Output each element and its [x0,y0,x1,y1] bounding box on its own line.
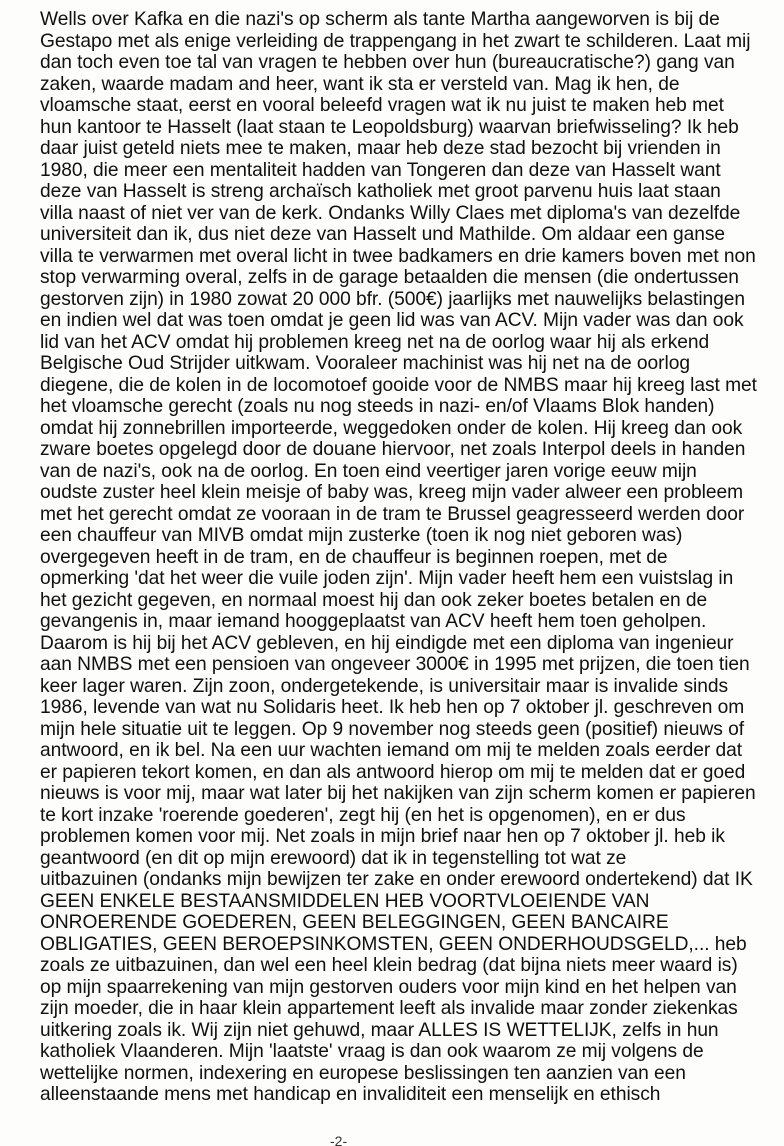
text-line: opmerking 'dat het weer die vuile joden zijn'. Mijn vader heeft hem een vuistslag in [40,568,734,589]
text-line: universiteit dan ik, dus niet deze van Hasselt und Mathilde. Om aldaar een ganse [40,224,726,245]
text-line: hun kantoor te Hasselt (laat staan te Leopoldsburg) waarvan briefwisseling? Ik heb [40,116,739,138]
text-line: diegene, die de kolen in de locomotoef gooide voor de NMBS maar hij kreeg last met [40,374,757,396]
text-line: overgegeven heeft in de tram, en de chauffeur is beginnen roepen, met de [40,546,668,568]
text-line: van de nazi's, ook na de oorlog. En toen eind veertiger jaren vorige eeuw mijn [40,460,697,482]
text-line: het gezicht gegeven, en normaal moest hij dan ook zeker boetes betalen en de [40,589,708,611]
text-line: een chauffeur van MIVB omdat mijn zusterke (toen ik nog niet geboren was) [40,525,683,546]
text-line: uitbazuinen (ondanks mijn bewijzen ter zake en onder erewoord ondertekend) dat IK [40,869,753,890]
text-line: GEEN ENKELE BESTAANSMIDDELEN HEB VOORTVLOEIENDE VAN [40,890,650,912]
text-line: villa naast of niet ver van de kerk. Ondanks Willy Claes met diploma's van dezelfde [40,202,741,224]
text-line: geantwoord (en dit op mijn erewoord) dat ik in tegenstelling tot wat ze [40,847,627,869]
text-line: aan NMBS met een pensioen van ongeveer 3000€ in 1995 met prijzen, die toen tien [40,654,750,675]
text-line: het vloamsche gerecht (zoals nu nog steeds in nazi- en/of Vlaams Blok handen) [40,396,715,417]
text-line: Belgische Oud Strijder uitkwam. Vooraleer machinist was hij net na de oorlog [40,353,690,374]
text-line: dan toch even toe tal van vragen te hebben over hun (bureaucratische?) gang van [40,52,735,73]
page-number: -2- [330,1133,348,1146]
text-line: Wells over Kafka en die nazi's op scherm als tante Martha aangeworven is bij de [40,9,720,30]
text-line: op mijn spaarrekening van mijn gestorven ouders voor mijn kind en het helpen van [40,976,737,998]
text-line: omdat hij zonnebrillen importeerde, weggedoken onder de kolen. Hij kreeg dan ook [40,417,743,439]
text-line: ONROERENDE GOEDEREN, GEEN BELEGGINGEN, GEEN BANCAIRE [40,912,669,933]
text-line: 1986, levende van wat nu Solidaris heet. Ik heb hen op 7 oktober jl. geschreven om [40,697,745,718]
text-line: uitkering zoals ik. Wij zijn niet gehuwd, maar ALLES IS WETTELIJK, zelfs in hun [40,1019,719,1041]
text-line: wettelijke normen, indexering en europese beslissingen ten aanzien van een [40,1062,686,1084]
text-line: problemen komen voor mij. Net zoals in mijn brief naar hen op 7 oktober jl. heb ik [40,826,725,847]
text-line: zware boetes opgelegd door de douane hiervoor, net zoals Interpol deels in handen [40,439,746,460]
text-line: mijn hele situatie uit te leggen. Op 9 november nog steeds geen (positief) nieuws of [40,718,745,740]
letter-body-text [40,9,784,1106]
text-line: keer lager waren. Zijn zoon, ondergetekende, is universitair maar is invalide sinds [40,675,729,697]
text-line: deze van Hasselt is streng archaïsch katholiek met groot parvenu huis laat staan [40,181,721,202]
text-line: stop verwarming overal, zelfs in de garage betaalden die mensen (die ondertussen [40,267,739,288]
text-line: zoals ze uitbazuinen, dan wel een heel klein bedrag (dat bijna niets meer waard is) [40,955,738,976]
text-line: katholiek Vlaanderen. Mijn 'laatste' vraag is dan ook waarom ze mij volgens de [40,1041,704,1062]
text-line: Gestapo met als enige verleiding de trappengang in het zwart te schilderen. Laat mij [40,30,751,52]
text-line: oudste zuster heel klein meisje of baby was, kreeg mijn vader alweer een probleem [40,482,744,503]
text-line: en indien wel dat was toen omdat je geen lid was van ACV. Mijn vader was dan ook [40,310,744,331]
text-line: te kort inzake 'roerende goederen', zegt hij (en het is opgenomen), en er dus [40,804,686,826]
text-line: zaken, waarde madam and heer, want ik sta er versteld van. Mag ik hen, de [40,73,680,95]
text-line: antwoord, en ik bel. Na een uur wachten iemand om mij te melden zoals eerder dat [40,740,743,761]
text-line: er papieren tekort komen, en dan als antwoord hierop om mij te melden dat er goed [40,761,746,783]
text-line: alleenstaande mens met handicap en invaliditeit een menselijk en ethisch [40,1084,661,1105]
text-line: daar juist geteld niets mee te maken, maar heb deze stad bezocht bij vrienden in [40,138,721,159]
text-line: gevangenis in, maar iemand hooggeplaatst van ACV heeft hem toen geholpen. [40,611,707,632]
text-line: Daarom is hij bij het ACV gebleven, en hij eindigde met een diploma van ingenieur [40,632,734,654]
text-line: villa te verwarmen met overal licht in twee badkamers en drie kamers boven met non [40,245,756,267]
text-line: nieuws is voor mij, maar wat later bij het nakijken van zijn scherm komen er papieren [40,783,756,804]
text-line: gestorven zijn) in 1980 zowat 20 000 bfr. (500€) jaarlijks met nauwelijks belastingen [40,288,746,310]
text-line: OBLIGATIES, GEEN BEROEPSINKOMSTEN, GEEN ONDERHOUDSGELD,... heb [40,933,747,955]
text-line: lid van het ACV omdat hij problemen kreeg net na de oorlog waar hij als erkend [40,331,710,353]
text-line: vloamsche staat, eerst en vooral beleefd vragen wat ik nu juist te maken heb met [40,95,724,116]
text-line: zijn moeder, die in haar klein appartement leeft als invalide maar zonder ziekenkas [40,998,738,1019]
text-line: met het gerecht omdat ze vooraan in de tram te Brussel geagresseerd werden door [40,503,745,525]
text-line: 1980, die meer een mentaliteit hadden van Tongeren dan deze van Hasselt want [40,159,721,181]
